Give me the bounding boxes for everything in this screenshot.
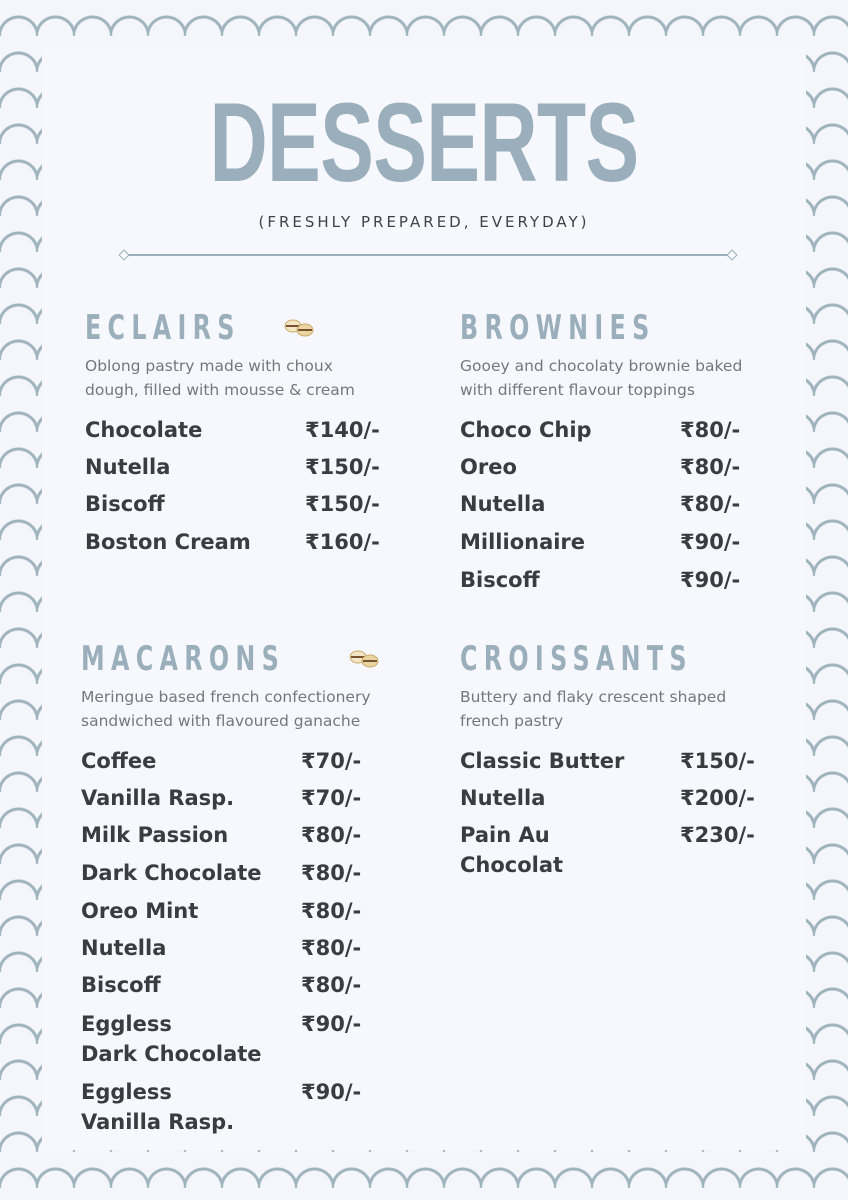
menu-items xyxy=(85,415,425,565)
item-price: ₹90/- xyxy=(301,1080,362,1104)
item-price: ₹140/- xyxy=(305,418,380,442)
section-title: BROWNIES xyxy=(460,308,656,348)
menu-item xyxy=(460,415,800,452)
section-header xyxy=(460,306,800,350)
page-title: DESSERTS xyxy=(209,80,639,205)
item-name-line: Eggless xyxy=(81,1080,172,1104)
item-name: Biscoff xyxy=(460,568,540,592)
item-price: ₹90/- xyxy=(680,530,741,554)
item-name: Nutella xyxy=(81,936,167,960)
item-price: ₹70/- xyxy=(301,786,362,810)
description-line: Oblong pastry made with choux xyxy=(85,357,333,375)
section-title: CROISSANTS xyxy=(460,639,693,679)
item-name: Biscoff xyxy=(85,492,165,516)
menu-item xyxy=(460,746,800,783)
macaron-icon xyxy=(283,317,315,339)
item-price: ₹230/- xyxy=(680,823,755,847)
section-title: ECLAIRS xyxy=(85,308,241,348)
description-line: french pastry xyxy=(460,711,564,730)
item-price: ₹150/- xyxy=(305,455,380,479)
item-name: Nutella xyxy=(85,455,171,479)
item-price: ₹90/- xyxy=(680,568,741,592)
menu-item xyxy=(460,489,800,527)
menu-item xyxy=(460,783,800,820)
menu-item xyxy=(81,783,421,820)
description-line: with different flavour toppings xyxy=(460,380,695,399)
item-price: ₹150/- xyxy=(305,492,380,516)
item-price: ₹80/- xyxy=(301,861,362,885)
item-name: Boston Cream xyxy=(85,530,251,554)
menu-items xyxy=(460,746,800,884)
menu-item xyxy=(460,565,800,603)
item-price: ₹80/- xyxy=(680,418,741,442)
item-name-line: Chocolat xyxy=(460,853,564,877)
item-name: Oreo Mint xyxy=(81,899,199,923)
description-line: dough, filled with mousse & cream xyxy=(85,380,355,399)
item-name: Oreo xyxy=(460,455,517,479)
menu-items xyxy=(81,746,421,1141)
item-price: ₹80/- xyxy=(301,936,362,960)
menu-card xyxy=(42,48,806,1150)
item-price: ₹200/- xyxy=(680,786,755,810)
menu-item xyxy=(85,415,425,452)
macaron-icon xyxy=(348,648,380,670)
item-name xyxy=(81,1077,301,1137)
item-price: ₹70/- xyxy=(301,749,362,773)
menu-item xyxy=(81,1009,421,1077)
description-line: Meringue based french confectionery xyxy=(81,688,371,706)
section-description xyxy=(85,355,425,405)
item-price: ₹80/- xyxy=(301,899,362,923)
item-name xyxy=(460,820,680,880)
menu-item xyxy=(85,489,425,527)
item-name-line: Pain Au xyxy=(460,823,550,847)
item-name: Nutella xyxy=(460,492,546,516)
item-name: Milk Passion xyxy=(81,823,229,847)
item-name: Classic Butter xyxy=(460,749,625,773)
item-price: ₹160/- xyxy=(305,530,380,554)
menu-item xyxy=(81,896,421,933)
item-price: ₹80/- xyxy=(301,973,362,997)
menu-items xyxy=(460,415,800,603)
section-croissants xyxy=(460,637,800,884)
menu-item xyxy=(81,820,421,858)
section-description xyxy=(460,686,800,736)
section-brownies xyxy=(460,306,800,603)
menu-item xyxy=(85,452,425,489)
item-name: Millionaire xyxy=(460,530,586,554)
section-description xyxy=(81,686,421,736)
section-header xyxy=(460,637,800,681)
item-price: ₹80/- xyxy=(301,823,362,847)
item-price: ₹150/- xyxy=(680,749,755,773)
section-header xyxy=(81,637,421,681)
menu-item xyxy=(85,527,425,565)
item-name: Nutella xyxy=(460,786,546,810)
divider xyxy=(128,254,728,256)
section-description xyxy=(460,355,800,405)
item-name: Dark Chocolate xyxy=(81,861,262,885)
menu-item xyxy=(460,527,800,565)
menu-item xyxy=(460,452,800,489)
item-name-line: Vanilla Rasp. xyxy=(81,1110,235,1134)
section-header xyxy=(85,306,425,350)
item-name: Chocolate xyxy=(85,418,203,442)
item-name: Coffee xyxy=(81,749,157,773)
item-price: ₹90/- xyxy=(301,1012,362,1036)
menu-item xyxy=(81,746,421,783)
menu-item xyxy=(81,858,421,896)
item-name-line: Eggless xyxy=(81,1012,172,1036)
description-line: Buttery and flaky crescent shaped xyxy=(460,688,727,706)
item-price: ₹80/- xyxy=(680,492,741,516)
item-name xyxy=(81,1009,301,1069)
menu-item xyxy=(81,933,421,970)
item-name-line: Dark Chocolate xyxy=(81,1042,262,1066)
menu-item xyxy=(81,1077,421,1141)
section-title: MACARONS xyxy=(81,639,286,679)
section-macarons xyxy=(81,637,421,1141)
section-eclairs xyxy=(85,306,425,565)
menu-item xyxy=(460,820,800,884)
description-line: sandwiched with flavoured ganache xyxy=(81,711,361,730)
description-line: Gooey and chocolaty brownie baked xyxy=(460,357,743,375)
item-name: Biscoff xyxy=(81,973,161,997)
page-subtitle: (FRESHLY PREPARED, EVERYDAY) xyxy=(258,213,590,231)
item-price: ₹80/- xyxy=(680,455,741,479)
item-name: Vanilla Rasp. xyxy=(81,786,235,810)
item-name: Choco Chip xyxy=(460,418,592,442)
menu-item xyxy=(81,970,421,1009)
